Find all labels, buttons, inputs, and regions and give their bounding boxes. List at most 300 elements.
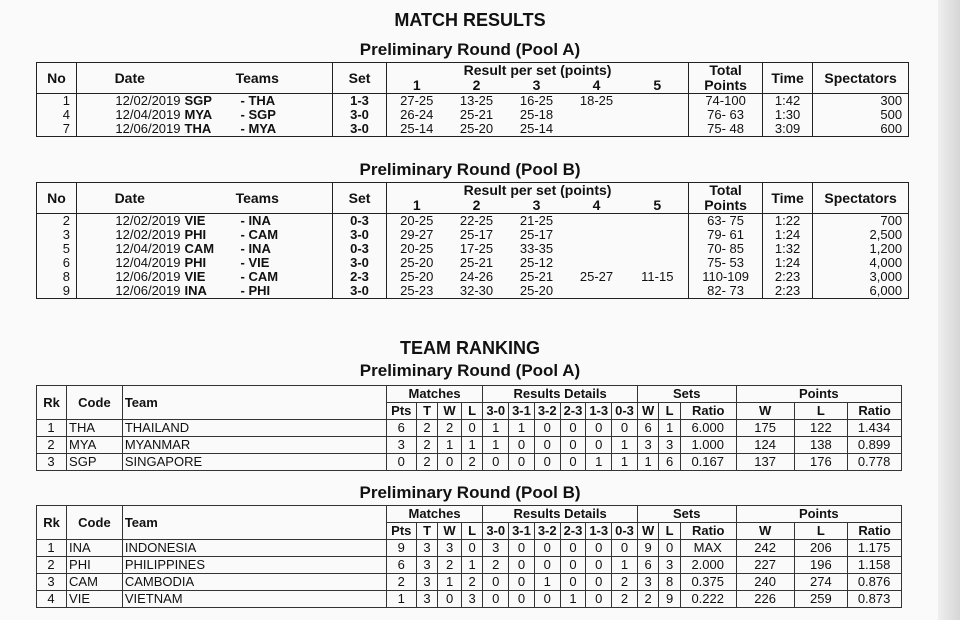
set-3-score: 25-14 bbox=[507, 122, 567, 137]
total-points: 74-100 bbox=[689, 94, 763, 109]
rank-sw: 2 bbox=[637, 591, 658, 608]
ranking-row bbox=[37, 454, 902, 471]
rank-sw: 1 bbox=[637, 454, 658, 471]
rank-l: 3 bbox=[461, 591, 482, 608]
rank-r03: 2 bbox=[612, 591, 638, 608]
team-home: PHI bbox=[184, 256, 207, 270]
rank-sl: 8 bbox=[659, 574, 680, 591]
team-away: - CAM bbox=[240, 228, 279, 242]
set-3-score: 21-25 bbox=[519, 213, 554, 228]
spectators: 2,500 bbox=[813, 228, 909, 242]
set-score: 2-3 bbox=[333, 270, 387, 284]
match-date: 12/02/2019 bbox=[115, 213, 181, 228]
rank-r13: 1 bbox=[586, 454, 612, 471]
rank-pts: 6 bbox=[386, 420, 416, 437]
points-lost: 274 bbox=[794, 574, 848, 591]
set-ratio: 0.375 bbox=[680, 574, 736, 591]
set-1-score: 26-24 bbox=[400, 108, 434, 122]
team-code: SGP bbox=[67, 454, 123, 471]
match-no: 2 bbox=[37, 214, 77, 229]
set-4-score: 25-27 bbox=[579, 270, 614, 284]
rank-w: 2 bbox=[438, 557, 462, 574]
pool-a-ranking-table bbox=[36, 385, 902, 471]
header-pw: W bbox=[736, 403, 794, 420]
team-away: - INA bbox=[240, 213, 271, 228]
spectators: 6,000 bbox=[813, 284, 909, 299]
total-points: 63- 75 bbox=[689, 214, 763, 229]
match-time: 1:30 bbox=[763, 108, 813, 122]
match-time: 3:09 bbox=[763, 122, 813, 137]
set-5-score bbox=[627, 228, 689, 242]
set-1-score: 20-25 bbox=[400, 242, 434, 256]
rank-r32: 0 bbox=[534, 540, 560, 557]
team-name: INDONESIA bbox=[122, 540, 386, 557]
team-home: VIE bbox=[184, 270, 206, 284]
set-1-score: 25-23 bbox=[387, 284, 447, 299]
set-4-score bbox=[567, 256, 627, 270]
team-code: THA bbox=[67, 420, 123, 437]
set-ratio: 6.000 bbox=[680, 420, 736, 437]
header-l: L bbox=[461, 403, 482, 420]
rank-r13: 0 bbox=[586, 540, 612, 557]
match-row bbox=[37, 270, 909, 284]
rank-r03: 0 bbox=[612, 540, 638, 557]
rank-sl: 1 bbox=[659, 420, 680, 437]
match-date: 12/04/2019 bbox=[115, 256, 181, 270]
header-code: Code bbox=[67, 386, 123, 420]
header-r23: 2-3 bbox=[560, 403, 586, 420]
rank-w: 0 bbox=[438, 591, 462, 608]
header-pratio: Ratio bbox=[848, 523, 902, 540]
header-pw: W bbox=[736, 523, 794, 540]
header-r32: 3-2 bbox=[534, 403, 560, 420]
rank-r03: 1 bbox=[612, 437, 638, 454]
set-1-score: 25-20 bbox=[400, 270, 434, 284]
header-pl: L bbox=[794, 523, 848, 540]
team-code: INA bbox=[67, 540, 123, 557]
points-lost: 196 bbox=[794, 557, 848, 574]
rank-r30: 0 bbox=[483, 454, 509, 471]
rank-r13: 0 bbox=[586, 591, 612, 608]
set-1-score: 25-20 bbox=[400, 256, 434, 270]
header-w: W bbox=[438, 403, 462, 420]
points-lost: 138 bbox=[794, 437, 848, 454]
header-set-s5: 5 bbox=[627, 198, 689, 214]
set-5-score bbox=[627, 94, 689, 109]
points-lost: 122 bbox=[794, 420, 848, 437]
team-name: VIETNAM bbox=[122, 591, 386, 608]
header-set-s2: 2 bbox=[447, 198, 507, 214]
rank-w: 1 bbox=[438, 437, 462, 454]
set-5-score bbox=[627, 242, 689, 256]
rank-sl: 6 bbox=[659, 454, 680, 471]
rank-t: 3 bbox=[416, 540, 437, 557]
rank-t: 2 bbox=[416, 420, 437, 437]
team-code: MYA bbox=[67, 437, 123, 454]
points-ratio: 1.434 bbox=[848, 420, 902, 437]
header-set-s3: 3 bbox=[507, 78, 567, 94]
header-sl: L bbox=[659, 523, 680, 540]
points-won: 226 bbox=[736, 591, 794, 608]
header-set-s1: 1 bbox=[387, 198, 447, 214]
team-code: VIE bbox=[67, 591, 123, 608]
set-1-score: 25-14 bbox=[387, 122, 447, 137]
spectators: 300 bbox=[813, 94, 909, 109]
set-ratio: 0.222 bbox=[680, 591, 736, 608]
rank-sl: 9 bbox=[659, 591, 680, 608]
set-4-score bbox=[567, 242, 627, 256]
pool-b-match-table bbox=[36, 182, 909, 299]
team-code: CAM bbox=[67, 574, 123, 591]
ranking-row bbox=[37, 540, 902, 557]
rank: 2 bbox=[37, 557, 67, 574]
set-4-score bbox=[567, 108, 627, 122]
team-home: SGP bbox=[184, 93, 212, 108]
header-teams: Teams bbox=[183, 183, 333, 214]
team-away: - THA bbox=[240, 93, 276, 108]
set-5-score bbox=[627, 214, 689, 229]
set-2-score: 25-21 bbox=[459, 256, 494, 270]
set-3-score: 25-18 bbox=[519, 108, 554, 122]
match-date: 12/06/2019 bbox=[77, 284, 183, 299]
rank-l: 1 bbox=[461, 557, 482, 574]
header-rk: Rk bbox=[37, 386, 67, 420]
rank-r30: 1 bbox=[483, 420, 509, 437]
rank-w: 2 bbox=[438, 420, 462, 437]
rank-r32: 0 bbox=[534, 591, 560, 608]
header-t: T bbox=[416, 523, 437, 540]
header-spectators: Spectators bbox=[813, 63, 909, 94]
rank-r30: 0 bbox=[483, 574, 509, 591]
header-w: W bbox=[438, 523, 462, 540]
header-results-details: Results Details bbox=[483, 506, 638, 523]
team-name: SINGAPORE bbox=[122, 454, 386, 471]
team-name: PHILIPPINES bbox=[122, 557, 386, 574]
total-points: 75- 53 bbox=[689, 256, 763, 270]
rank-r31: 0 bbox=[509, 454, 535, 471]
match-date: 12/04/2019 bbox=[115, 242, 181, 256]
header-r23: 2-3 bbox=[560, 523, 586, 540]
set-2-score: 24-26 bbox=[459, 270, 494, 284]
match-row bbox=[37, 242, 909, 256]
rank-r23: 0 bbox=[560, 557, 586, 574]
header-row bbox=[37, 183, 909, 199]
pool-a-match-table bbox=[36, 62, 909, 137]
team-away: - MYA bbox=[223, 122, 333, 137]
pool-b-results-title: Preliminary Round (Pool B) bbox=[359, 160, 581, 179]
header-time: Time bbox=[763, 183, 813, 214]
header-result-per-set: Result per set (points) bbox=[387, 183, 689, 199]
match-no: 7 bbox=[37, 122, 77, 137]
points-won: 242 bbox=[736, 540, 794, 557]
set-3-score: 25-20 bbox=[507, 284, 567, 299]
rank-sw: 3 bbox=[637, 437, 658, 454]
header-sw: W bbox=[637, 523, 658, 540]
spectators: 500 bbox=[813, 108, 909, 122]
rank-r32: 0 bbox=[534, 557, 560, 574]
rank-t: 2 bbox=[416, 437, 437, 454]
header-matches: Matches bbox=[386, 386, 483, 403]
points-lost: 206 bbox=[794, 540, 848, 557]
team-away: - VIE bbox=[240, 256, 270, 270]
total-points: 82- 73 bbox=[689, 284, 763, 299]
points-lost: 259 bbox=[794, 591, 848, 608]
rank-r30: 0 bbox=[483, 591, 509, 608]
header-set-s4: 4 bbox=[567, 78, 627, 94]
header-sets: Sets bbox=[637, 506, 736, 523]
set-score: 3-0 bbox=[333, 256, 387, 270]
set-3-score: 16-25 bbox=[519, 93, 554, 108]
match-row bbox=[37, 108, 909, 122]
set-3-score: 33-35 bbox=[519, 242, 554, 256]
rank-t: 2 bbox=[416, 454, 437, 471]
header-set-s1: 1 bbox=[387, 78, 447, 94]
set-score: 0-3 bbox=[333, 242, 387, 256]
team-home: CAM bbox=[184, 242, 215, 256]
header-rk: Rk bbox=[37, 506, 67, 540]
header-sratio: Ratio bbox=[680, 523, 736, 540]
header-set: Set bbox=[333, 183, 387, 214]
header-sw: W bbox=[637, 403, 658, 420]
spectators: 4,000 bbox=[813, 256, 909, 270]
set-3-score: 25-12 bbox=[519, 256, 554, 270]
rank-r31: 0 bbox=[509, 591, 535, 608]
header-code: Code bbox=[67, 506, 123, 540]
points-won: 137 bbox=[736, 454, 794, 471]
rank-r32: 0 bbox=[534, 437, 560, 454]
total-points: 110-109 bbox=[689, 270, 763, 284]
spectators: 600 bbox=[813, 122, 909, 137]
match-time: 1:24 bbox=[763, 256, 813, 270]
rank: 4 bbox=[37, 591, 67, 608]
set-score: 3-0 bbox=[333, 122, 387, 137]
match-date: 12/06/2019 bbox=[77, 122, 183, 137]
rank-r23: 1 bbox=[560, 591, 586, 608]
rank-w: 0 bbox=[438, 454, 462, 471]
header-pts: Pts bbox=[386, 403, 416, 420]
rank-r31: 0 bbox=[509, 540, 535, 557]
rank-sl: 0 bbox=[659, 540, 680, 557]
points-won: 227 bbox=[736, 557, 794, 574]
rank-r03: 2 bbox=[612, 574, 638, 591]
points-ratio: 0.876 bbox=[848, 574, 902, 591]
header-r31: 3-1 bbox=[509, 523, 535, 540]
match-date: 12/04/2019 bbox=[115, 108, 181, 122]
header-l: L bbox=[461, 523, 482, 540]
set-2-score: 13-25 bbox=[459, 93, 494, 108]
header-r03: 0-3 bbox=[612, 403, 638, 420]
pool-b-ranking-table bbox=[36, 505, 902, 608]
rank-l: 1 bbox=[461, 437, 482, 454]
header-set-s5: 5 bbox=[627, 78, 689, 94]
total-points: 75- 48 bbox=[689, 122, 763, 137]
rank-r32: 0 bbox=[534, 420, 560, 437]
header-pts: Pts bbox=[386, 523, 416, 540]
match-row bbox=[37, 228, 909, 242]
match-date: 12/06/2019 bbox=[115, 270, 181, 284]
rank-r03: 1 bbox=[612, 454, 638, 471]
rank-pts: 3 bbox=[386, 437, 416, 454]
rank-l: 2 bbox=[461, 454, 482, 471]
header-points: Points bbox=[736, 386, 901, 403]
team-home: THA bbox=[183, 122, 223, 137]
rank: 1 bbox=[37, 540, 67, 557]
rank-r03: 0 bbox=[612, 420, 638, 437]
match-time: 1:22 bbox=[763, 214, 813, 229]
match-row bbox=[37, 284, 909, 299]
team-name: THAILAND bbox=[122, 420, 386, 437]
ranking-row bbox=[37, 437, 902, 454]
team-ranking-title: TEAM RANKING bbox=[400, 338, 540, 358]
rank: 3 bbox=[37, 574, 67, 591]
team-away: - INA bbox=[240, 242, 271, 256]
team-home: MYA bbox=[184, 108, 213, 122]
set-1-score: 27-25 bbox=[400, 93, 434, 108]
rank-pts: 6 bbox=[386, 557, 416, 574]
team-name: MYANMAR bbox=[122, 437, 386, 454]
header-r13: 1-3 bbox=[586, 403, 612, 420]
header-r30: 3-0 bbox=[483, 403, 509, 420]
header-r30: 3-0 bbox=[483, 523, 509, 540]
header-date: Date bbox=[77, 183, 183, 214]
header-sratio: Ratio bbox=[680, 403, 736, 420]
points-won: 240 bbox=[736, 574, 794, 591]
team-home: INA bbox=[183, 284, 223, 299]
rank-r30: 1 bbox=[483, 437, 509, 454]
header-set-s4: 4 bbox=[567, 198, 627, 214]
match-row bbox=[37, 122, 909, 137]
header-spectators: Spectators bbox=[813, 183, 909, 214]
points-ratio: 1.175 bbox=[848, 540, 902, 557]
header-results-details: Results Details bbox=[483, 386, 638, 403]
points-won: 124 bbox=[736, 437, 794, 454]
match-no: 1 bbox=[37, 94, 77, 109]
rank-r30: 2 bbox=[483, 557, 509, 574]
set-ratio: 1.000 bbox=[680, 437, 736, 454]
match-time: 1:32 bbox=[763, 242, 813, 256]
rank-pts: 2 bbox=[386, 574, 416, 591]
set-3-score: 25-17 bbox=[519, 228, 554, 242]
match-row bbox=[37, 214, 909, 229]
rank-r23: 0 bbox=[560, 454, 586, 471]
header-points: Points bbox=[689, 78, 763, 94]
header-date: Date bbox=[77, 63, 183, 94]
set-ratio: MAX bbox=[680, 540, 736, 557]
header-row bbox=[37, 63, 909, 79]
set-2-score: 25-17 bbox=[459, 228, 494, 242]
set-2-score: 17-25 bbox=[459, 242, 494, 256]
match-time: 2:23 bbox=[763, 270, 813, 284]
header-teams: Teams bbox=[183, 63, 333, 94]
rank-r23: 0 bbox=[560, 574, 586, 591]
spectators: 3,000 bbox=[813, 270, 909, 284]
header-sl: L bbox=[659, 403, 680, 420]
rank-sw: 6 bbox=[637, 557, 658, 574]
header-team: Team bbox=[122, 386, 386, 420]
page-edge-shadow bbox=[938, 0, 960, 620]
set-score: 3-0 bbox=[333, 284, 387, 299]
total-points: 70- 85 bbox=[689, 242, 763, 256]
header-result-per-set: Result per set (points) bbox=[387, 63, 689, 79]
rank-t: 3 bbox=[416, 591, 437, 608]
rank-t: 3 bbox=[416, 557, 437, 574]
pool-b-ranking-title: Preliminary Round (Pool B) bbox=[359, 483, 581, 502]
set-score: 1-3 bbox=[333, 94, 387, 109]
match-no: 3 bbox=[37, 228, 77, 242]
header-set-s3: 3 bbox=[507, 198, 567, 214]
points-won: 175 bbox=[736, 420, 794, 437]
header-points: Points bbox=[689, 198, 763, 214]
header-points: Points bbox=[736, 506, 901, 523]
rank-r13: 0 bbox=[586, 574, 612, 591]
rank-r30: 3 bbox=[483, 540, 509, 557]
header-pratio: Ratio bbox=[848, 403, 902, 420]
match-row bbox=[37, 94, 909, 109]
set-4-score bbox=[567, 284, 627, 299]
pool-a-results-title: Preliminary Round (Pool A) bbox=[359, 40, 581, 59]
spectators: 1,200 bbox=[813, 242, 909, 256]
header-r03: 0-3 bbox=[612, 523, 638, 540]
points-lost: 176 bbox=[794, 454, 848, 471]
header-set: Set bbox=[333, 63, 387, 94]
header-team: Team bbox=[122, 506, 386, 540]
rank: 1 bbox=[37, 420, 67, 437]
rank-r31: 0 bbox=[509, 574, 535, 591]
rank-sw: 3 bbox=[637, 574, 658, 591]
rank-r31: 1 bbox=[509, 420, 535, 437]
header-total: Total bbox=[689, 63, 763, 79]
match-time: 2:23 bbox=[763, 284, 813, 299]
header-r31: 3-1 bbox=[509, 403, 535, 420]
header-matches: Matches bbox=[386, 506, 483, 523]
header-pl: L bbox=[794, 403, 848, 420]
points-ratio: 0.899 bbox=[848, 437, 902, 454]
ranking-row bbox=[37, 591, 902, 608]
set-3-score: 25-21 bbox=[519, 270, 554, 284]
rank-r32: 0 bbox=[534, 454, 560, 471]
points-ratio: 0.873 bbox=[848, 591, 902, 608]
set-5-score bbox=[627, 284, 689, 299]
rank-r32: 1 bbox=[534, 574, 560, 591]
rank: 2 bbox=[37, 437, 67, 454]
match-date: 12/02/2019 bbox=[115, 228, 181, 242]
set-2-score: 22-25 bbox=[459, 213, 494, 228]
set-1-score: 20-25 bbox=[400, 213, 434, 228]
rank: 3 bbox=[37, 454, 67, 471]
rank-pts: 1 bbox=[386, 591, 416, 608]
team-away: - CAM bbox=[240, 270, 279, 284]
team-away: - PHI bbox=[223, 284, 333, 299]
set-4-score bbox=[567, 228, 627, 242]
pool-a-ranking-title: Preliminary Round (Pool A) bbox=[359, 361, 581, 380]
rank-l: 0 bbox=[461, 420, 482, 437]
match-no: 5 bbox=[37, 242, 77, 256]
header-time: Time bbox=[763, 63, 813, 94]
match-no: 9 bbox=[37, 284, 77, 299]
team-name: CAMBODIA bbox=[122, 574, 386, 591]
rank-l: 0 bbox=[461, 540, 482, 557]
rank-r31: 0 bbox=[509, 557, 535, 574]
team-home: PHI bbox=[184, 228, 207, 242]
match-date: 12/02/2019 bbox=[115, 93, 181, 108]
set-4-score bbox=[567, 122, 627, 137]
match-no: 6 bbox=[37, 256, 77, 270]
points-ratio: 0.778 bbox=[848, 454, 902, 471]
header-no: No bbox=[37, 63, 77, 94]
set-1-score: 29-27 bbox=[400, 228, 434, 242]
rank-r13: 0 bbox=[586, 437, 612, 454]
header-t: T bbox=[416, 403, 437, 420]
